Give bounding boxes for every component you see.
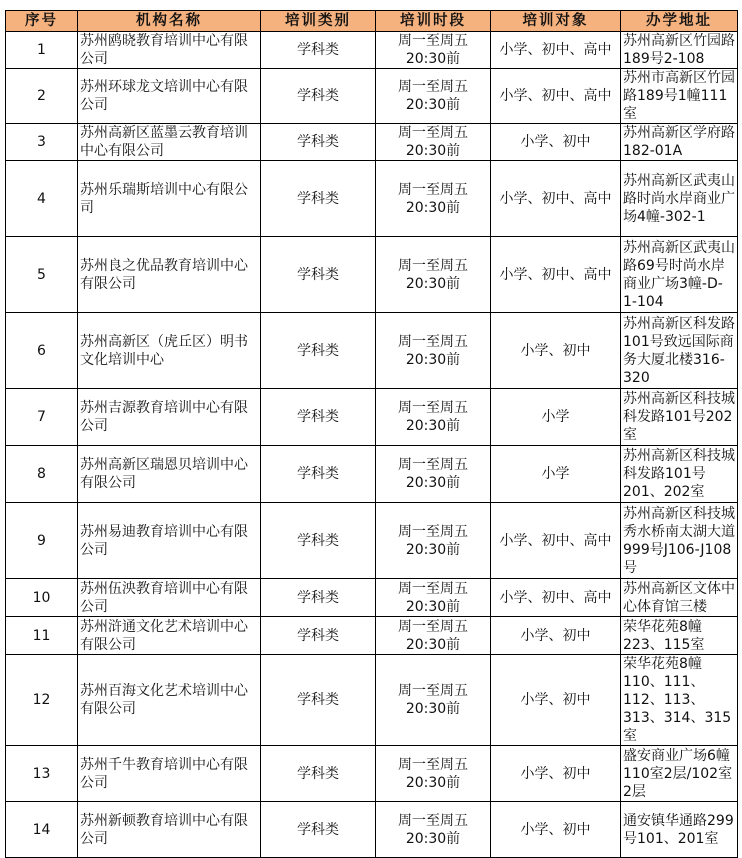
training-time: 周一至周五20:30前 [376,32,491,69]
training-category: 学科类 [261,655,376,746]
row-number: 6 [6,313,78,389]
institution-name: 苏州吉源教育培训中心有限公司 [78,389,261,446]
row-number: 14 [6,802,78,858]
institution-name: 苏州高新区蓝墨云教育培训中心有限公司 [78,124,261,161]
table-row [6,161,738,237]
training-time: 周一至周五20:30前 [376,746,491,802]
table-row [6,313,738,389]
row-number: 8 [6,446,78,503]
training-target: 小学、初中 [491,802,621,858]
school-address: 苏州高新区科技城秀水桥南太湖大道999号J106-J108号 [621,503,738,579]
row-number: 4 [6,161,78,237]
institution-name: 苏州良之优品教育培训中心有限公司 [78,237,261,313]
row-number: 9 [6,503,78,579]
training-category: 学科类 [261,237,376,313]
institution-name: 苏州浒通文化艺术培训中心有限公司 [78,617,261,655]
school-address: 苏州高新区科技城科发路101号201、202室 [621,446,738,503]
row-number: 3 [6,124,78,161]
institution-name: 苏州千牛教育培训中心有限公司 [78,746,261,802]
training-target: 小学、初中 [491,617,621,655]
institution-name: 苏州伍泱教育培训中心有限公司 [78,579,261,617]
training-category: 学科类 [261,503,376,579]
table-row [6,389,738,446]
institution-name: 苏州新顿教育培训中心有限公司 [78,802,261,858]
row-number: 1 [6,32,78,69]
table-row [6,237,738,313]
table-body [6,32,738,858]
training-time: 周一至周五20:30前 [376,446,491,503]
header-address: 办学地址 [621,11,738,32]
training-target: 小学 [491,389,621,446]
training-category: 学科类 [261,124,376,161]
training-time: 周一至周五20:30前 [376,655,491,746]
training-target: 小学、初中、高中 [491,579,621,617]
training-target: 小学、初中 [491,746,621,802]
table-row [6,802,738,858]
school-address: 苏州市高新区竹园路189号1幢111室 [621,69,738,124]
training-category: 学科类 [261,802,376,858]
training-target: 小学、初中 [491,124,621,161]
school-address: 荣华花苑8幢110、111、112、113、313、314、315室 [621,655,738,746]
training-time: 周一至周五20:30前 [376,503,491,579]
table-row [6,446,738,503]
training-time: 周一至周五20:30前 [376,313,491,389]
school-address: 通安镇华通路299号101、201室 [621,802,738,858]
header-target: 培训对象 [491,11,621,32]
training-time: 周一至周五20:30前 [376,579,491,617]
training-target: 小学、初中 [491,313,621,389]
training-time: 周一至周五20:30前 [376,802,491,858]
training-time: 周一至周五20:30前 [376,69,491,124]
table-row [6,503,738,579]
training-category: 学科类 [261,69,376,124]
training-time: 周一至周五20:30前 [376,389,491,446]
school-address: 苏州高新区科技城科发路101号202室 [621,389,738,446]
school-address: 苏州高新区科发路101号致远国际商务大厦北楼316-320 [621,313,738,389]
training-category: 学科类 [261,617,376,655]
header-no: 序号 [6,11,78,32]
training-category: 学科类 [261,313,376,389]
institution-table [5,10,738,858]
institution-name: 苏州乐瑞斯培训中心有限公司 [78,161,261,237]
row-number: 10 [6,579,78,617]
training-target: 小学、初中 [491,655,621,746]
row-number: 11 [6,617,78,655]
school-address: 荣华花苑8幢223、115室 [621,617,738,655]
header-row [6,11,738,32]
table-row [6,69,738,124]
institution-name: 苏州易迪教育培训中心有限公司 [78,503,261,579]
training-target: 小学、初中、高中 [491,161,621,237]
training-target: 小学、初中、高中 [491,503,621,579]
row-number: 7 [6,389,78,446]
school-address: 苏州高新区竹园路189号2-108 [621,32,738,69]
training-category: 学科类 [261,32,376,69]
header-time: 培训时段 [376,11,491,32]
training-time: 周一至周五20:30前 [376,617,491,655]
training-category: 学科类 [261,389,376,446]
table-row [6,579,738,617]
table-row [6,124,738,161]
table-row [6,746,738,802]
institution-name: 苏州环球龙文培训中心有限公司 [78,69,261,124]
table-row [6,617,738,655]
training-category: 学科类 [261,579,376,617]
row-number: 12 [6,655,78,746]
table-row [6,32,738,69]
header-name: 机构名称 [78,11,261,32]
institution-name: 苏州高新区瑞恩贝培训中心有限公司 [78,446,261,503]
training-target: 小学 [491,446,621,503]
row-number: 2 [6,69,78,124]
training-category: 学科类 [261,746,376,802]
school-address: 苏州高新区武夷山路69号时尚水岸商业广场3幢-D-1-104 [621,237,738,313]
training-target: 小学、初中、高中 [491,69,621,124]
training-time: 周一至周五20:30前 [376,237,491,313]
training-time: 周一至周五20:30前 [376,124,491,161]
institution-name: 苏州高新区（虎丘区）明书文化培训中心 [78,313,261,389]
school-address: 盛安商业广场6幢110室2层/102室2层 [621,746,738,802]
institution-name: 苏州鸥晓教育培训中心有限公司 [78,32,261,69]
table-row [6,655,738,746]
institution-name: 苏州百海文化艺术培训中心有限公司 [78,655,261,746]
header-category: 培训类别 [261,11,376,32]
training-target: 小学、初中、高中 [491,237,621,313]
school-address: 苏州高新区学府路182-01A [621,124,738,161]
training-time: 周一至周五20:30前 [376,161,491,237]
training-category: 学科类 [261,446,376,503]
school-address: 苏州高新区武夷山路时尚水岸商业广场4幢-302-1 [621,161,738,237]
training-target: 小学、初中、高中 [491,32,621,69]
row-number: 5 [6,237,78,313]
training-category: 学科类 [261,161,376,237]
row-number: 13 [6,746,78,802]
school-address: 苏州高新区文体中心体育馆三楼 [621,579,738,617]
